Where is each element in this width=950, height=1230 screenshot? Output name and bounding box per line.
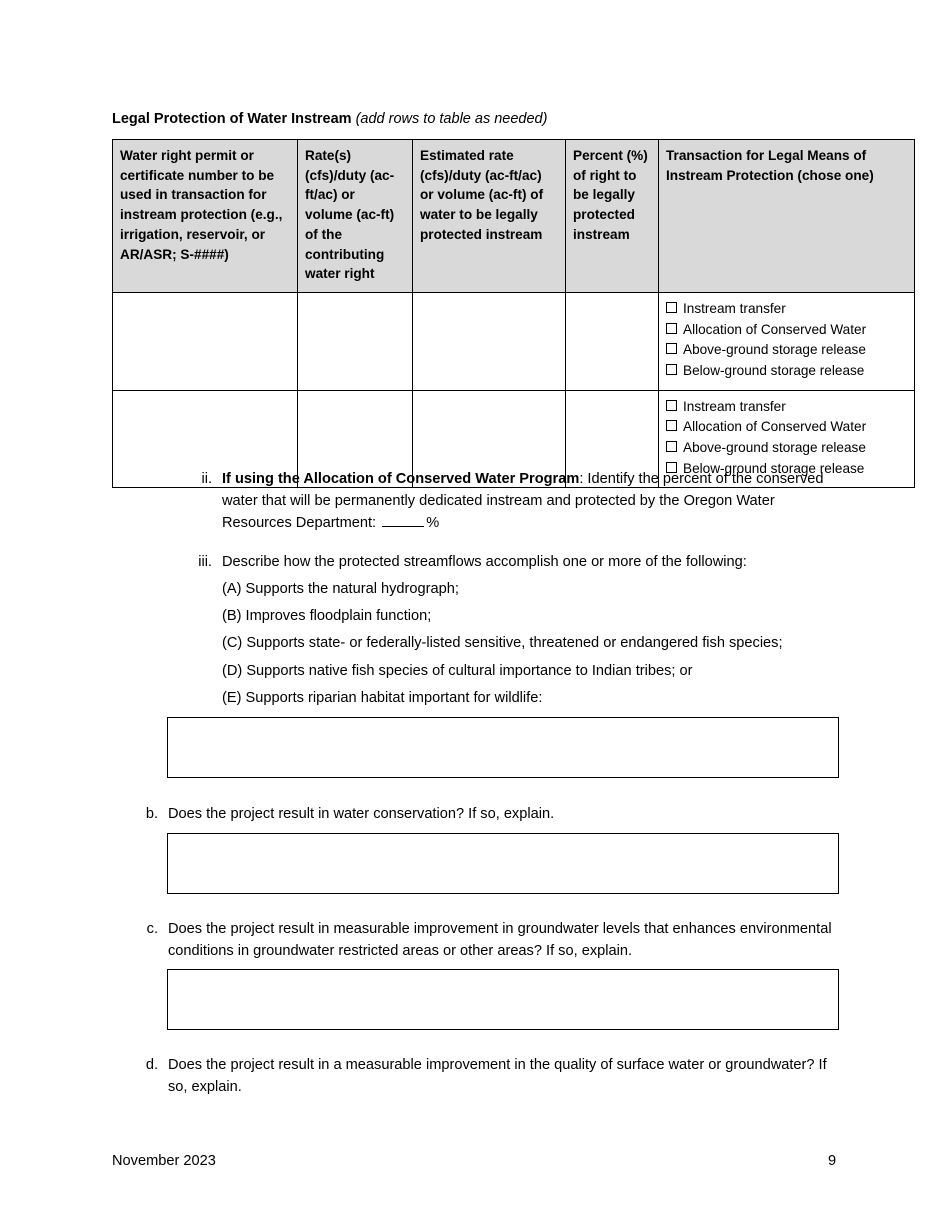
checkbox-icon[interactable] bbox=[666, 420, 677, 431]
section-heading-title: Legal Protection of Water Instream bbox=[112, 111, 352, 127]
item-ii bbox=[166, 468, 826, 535]
table-row bbox=[113, 292, 915, 390]
cell-transaction-options bbox=[659, 292, 915, 390]
item-b bbox=[138, 803, 838, 825]
item-ii-bold-lead: If using the Allocation of Conserved Water Program bbox=[222, 471, 580, 487]
footer-date: November 2023 bbox=[112, 1153, 216, 1169]
checkbox-option-above-ground-storage-release[interactable] bbox=[666, 340, 907, 361]
column-header-percent: Percent (%) of right to be legally protected instream bbox=[566, 140, 659, 293]
percent-symbol: % bbox=[426, 515, 440, 532]
checkbox-icon[interactable] bbox=[666, 441, 677, 452]
item-iii-subitem-a: (A) Supports the natural hydrograph; bbox=[222, 581, 459, 597]
column-header-protected-rate: Estimated rate (cfs)/duty (ac-ft/ac) or volume (ac-ft) of water to be legally protected instream bbox=[413, 140, 566, 293]
checkbox-label: Instream transfer bbox=[683, 300, 786, 316]
item-iii-subitem-c: (C) Supports state- or federally-listed sensitive, threatened or endangered fish species; bbox=[222, 635, 783, 651]
answer-box-iii[interactable] bbox=[167, 717, 839, 778]
checkbox-label: Instream transfer bbox=[683, 398, 786, 414]
checkbox-icon[interactable] bbox=[666, 400, 677, 411]
section-heading bbox=[112, 110, 547, 129]
checkbox-option-below-ground-storage-release[interactable] bbox=[666, 361, 907, 382]
checkbox-icon[interactable] bbox=[666, 323, 677, 334]
cell-percent[interactable] bbox=[566, 292, 659, 390]
answer-box-b[interactable] bbox=[167, 833, 839, 894]
table-header-row bbox=[113, 140, 915, 293]
answer-box-c[interactable] bbox=[167, 969, 839, 1030]
cell-contributing-rate[interactable] bbox=[298, 292, 413, 390]
item-d bbox=[138, 1054, 838, 1098]
item-iii bbox=[166, 551, 846, 573]
checkbox-label: Allocation of Conserved Water bbox=[683, 321, 867, 337]
checkbox-option-instream-transfer[interactable] bbox=[666, 299, 907, 320]
item-iii-subitem-b: (B) Improves floodplain function; bbox=[222, 608, 432, 624]
checkbox-option-allocation-conserved-water[interactable] bbox=[666, 417, 907, 438]
item-d-text: Does the project result in a measurable improvement in the quality of surface water or groundwater? If so, explain. bbox=[168, 1057, 827, 1096]
item-iii-subitem-d: (D) Supports native fish species of cultural importance to Indian tribes; or bbox=[222, 663, 693, 679]
item-b-marker: b. bbox=[145, 806, 158, 822]
conserved-water-percent-input[interactable] bbox=[382, 526, 424, 527]
checkbox-icon[interactable] bbox=[666, 364, 677, 375]
section-heading-note: (add rows to table as needed) bbox=[355, 111, 548, 127]
cell-permit[interactable] bbox=[113, 292, 298, 390]
legal-protection-table bbox=[112, 139, 915, 488]
column-header-permit: Water right permit or certificate number to be used in transaction for instream protection (e.g., irrigation, reservoir, or AR/ASR; S-####) bbox=[113, 140, 298, 293]
checkbox-icon[interactable] bbox=[666, 302, 677, 313]
column-header-contributing-rate: Rate(s) (cfs)/duty (ac-ft/ac) or volume (ac-ft) of the contributing water right bbox=[298, 140, 413, 293]
checkbox-label: Below-ground storage release bbox=[683, 460, 865, 476]
checkbox-label: Above-ground storage release bbox=[683, 342, 866, 358]
checkbox-option-allocation-conserved-water[interactable] bbox=[666, 320, 907, 341]
item-c bbox=[138, 918, 838, 962]
cell-protected-rate[interactable] bbox=[413, 292, 566, 390]
item-iii-marker: iii. bbox=[198, 554, 212, 570]
item-iii-subitem-e: (E) Supports riparian habitat important for wildlife: bbox=[222, 690, 543, 706]
checkbox-label: Allocation of Conserved Water bbox=[683, 419, 867, 435]
column-header-transaction: Transaction for Legal Means of Instream Protection (chose one) bbox=[659, 140, 915, 293]
checkbox-option-above-ground-storage-release[interactable] bbox=[666, 438, 907, 459]
footer-page-number: 9 bbox=[828, 1153, 837, 1169]
item-b-text: Does the project result in water conservation? If so, explain. bbox=[168, 806, 555, 822]
checkbox-option-instream-transfer[interactable] bbox=[666, 397, 907, 418]
item-ii-text: : Identify the percent of the conserved water that will be permanently dedicated instream and protected by the Oregon Water Resources Department: bbox=[222, 471, 824, 532]
checkbox-icon[interactable] bbox=[666, 343, 677, 354]
item-c-marker: c. bbox=[146, 921, 158, 937]
item-ii-body bbox=[222, 468, 826, 535]
item-d-marker: d. bbox=[145, 1057, 158, 1073]
checkbox-label: Above-ground storage release bbox=[683, 439, 866, 455]
checkbox-label: Below-ground storage release bbox=[683, 362, 865, 378]
item-ii-marker: ii. bbox=[201, 471, 212, 487]
item-iii-text: Describe how the protected streamflows accomplish one or more of the following: bbox=[222, 554, 747, 570]
item-c-text: Does the project result in measurable improvement in groundwater levels that enhances environmental conditions in groundwater restricted areas or other areas? If so, explain. bbox=[168, 921, 832, 960]
